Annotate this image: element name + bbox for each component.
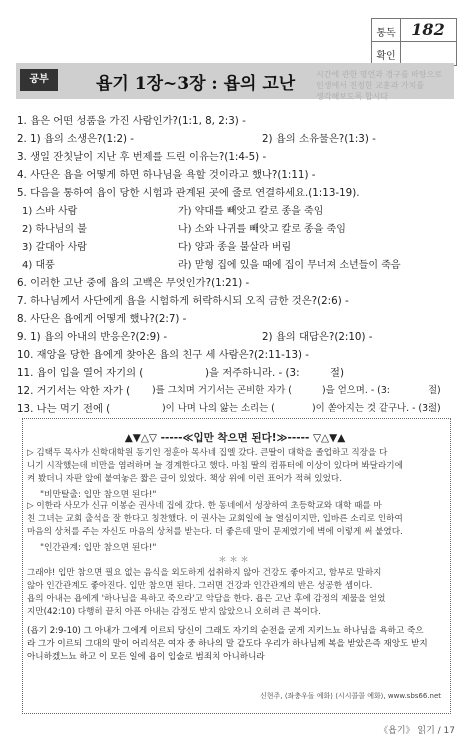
question-7: 7. 하나님께서 사단에게 욥을 시험하게 허락하시되 오직 금한 것은?(2:6) - bbox=[17, 295, 349, 307]
question-13-part-2: )이 나며 나의 앓는 소리는 ( bbox=[162, 403, 275, 414]
question-11-part-3: 절) bbox=[330, 367, 344, 379]
question-1: 1. 욥은 어떤 성품을 가진 사람인가?(1:1, 8, 2:3) - bbox=[17, 115, 246, 127]
question-6: 6. 이러한 고난 중에 욥의 고백은 무엇인가?(1:21) - bbox=[17, 277, 250, 289]
tip-paragraph-1: ▷ 김택두 목사가 신학대학원 동기인 정훈아 목사네 집엘 갔다. 큰딸이 대학을 졸업하고 직장을 다 니기 시작했는데 비만을 염려하며 늘 경계한다고 했다. 마침 딸의 컴퓨터에 이상이 있다며 봐달라기에 켜 봤더니 자판 앞에 붙여놓은 짧은 글이 있었다. 책상 위에 이런 표어가 적혀 있었다. bbox=[27, 448, 403, 484]
match-right-3: 다) 양과 종을 불살라 버림 bbox=[178, 242, 292, 253]
section-title-band bbox=[16, 63, 454, 99]
question-9-part-2: 2) 욥의 대답은?(2:10) - bbox=[262, 331, 373, 343]
question-9: 9. 1) 욥의 아내의 반응은?(2:9) - bbox=[17, 331, 168, 343]
reading-check-box bbox=[371, 18, 457, 66]
question-13: 13. 나는 먹기 전에 ( bbox=[17, 403, 111, 415]
question-12-part-2: )를 그치며 거기서는 곤비한 자가 ( bbox=[152, 385, 292, 396]
match-right-2: 나) 소와 나귀를 빼앗고 칼로 종을 죽임 bbox=[178, 224, 346, 235]
question-12-part-4: 절) bbox=[428, 385, 441, 396]
check-row bbox=[372, 42, 456, 65]
match-left-1: 1) 스바 사람 bbox=[22, 206, 78, 217]
section-title: 욥기 1장~3장 : 욥의 고난 bbox=[96, 74, 296, 94]
match-left-3: 3) 갈대아 사람 bbox=[22, 242, 87, 253]
tip-separator-stars: ＊＊＊ bbox=[218, 555, 252, 564]
question-12-part-3: )을 얻으며. - (3: bbox=[322, 385, 390, 396]
reading-row bbox=[372, 19, 456, 42]
question-3: 3. 생일 잔칫날이 지난 후 번제를 드린 이유는?(1:4-5) - bbox=[17, 151, 267, 163]
match-left-4: 4) 대풍 bbox=[22, 260, 55, 271]
match-right-4: 라) 맏형 집에 있을 때에 집이 무너져 소년들이 죽음 bbox=[178, 260, 401, 271]
page-footer: 《욥기》 읽기 / 17 bbox=[379, 726, 455, 736]
reading-label: 통독 bbox=[376, 28, 396, 39]
question-8: 8. 사단은 욥에게 어떻게 했나?(2:7) - bbox=[17, 313, 187, 325]
reading-number: 182 bbox=[411, 20, 445, 39]
tip-source: 신현주, ⟨좌충우돌 예화⟩ ⟨시시콜콜 예화⟩, www.sbs66.net bbox=[260, 692, 442, 700]
question-11-part-2: )을 저주하니라. - (3: bbox=[205, 367, 300, 379]
tip-quote-1: "비만탈출: 입만 참으면 된다!" bbox=[40, 490, 157, 500]
tip-paragraph-3: 그래야! 입만 참으면 필요 없는 음식을 외도하게 섭취하지 않아 건강도 좋아지고, 함부로 말하지 않아 인간관계도 좋아진다. 입만 참으면 된다. 그러면 건강과 인간관계의 반은 성공한 셈이다. 욥의 아내는 욥에게 '하나님을 욕하고 죽으라'고 악담을 한다. 욥은 고난 후에 감정의 제물을 얻었 지만(42:10) 다행히 끝치 아픈 아내는 감정도 받지 않았으니 오히려 큰 복이다. bbox=[27, 568, 386, 617]
watermark-text: 시간에 관한 명언과 경구를 바탕으로 인생에서 진정한 교훈과 가치를 생각해보도록 합시다 bbox=[316, 70, 443, 101]
question-13-part-3: )이 쏟아지는 것 같구나. - (3: bbox=[312, 403, 432, 414]
tip-scripture: (욥기 2:9-10) 그 아내가 그에게 이르되 당신이 그래도 자기의 순전을 굳게 지키느뇨 하나님을 욕하고 죽으 라 그가 이르되 그대의 말이 어리석은 여자 중 하나의 말 같도다 우리가 하나님께 복을 받았은즉 재앙도 받지 아니하겠느뇨 하고 이 모든 일에 욥이 입술로 범죄치 아니하니라 bbox=[27, 626, 428, 662]
tip-title: ▲▼△▽ -----≪입만 착으면 된다!≫----- ▽△▼▲ bbox=[124, 432, 346, 444]
question-13-part-4: 절) bbox=[428, 403, 441, 414]
question-12: 12. 거기서는 악한 자가 ( bbox=[17, 385, 131, 397]
section-tag: 공부 bbox=[20, 69, 58, 91]
question-2: 2. 1) 욥의 소생은?(1:2) - bbox=[17, 133, 135, 145]
question-2-part-2: 2) 욥의 소유물은?(1:3) - bbox=[262, 133, 376, 145]
question-4: 4. 사단은 욥을 어떻게 하면 하나님을 욕할 것이라고 했나?(1:11) - bbox=[17, 169, 316, 181]
tip-quote-2: "인간관계: 입만 참으면 된다!" bbox=[40, 543, 157, 553]
question-5: 5. 다음을 통하여 욥이 당한 시험과 관계된 곳에 줄로 연결하세요.(1:13-19). bbox=[17, 187, 360, 199]
question-10: 10. 재앙을 당한 욥에게 찾아온 욥의 친구 세 사람은?(2:11-13) - bbox=[17, 349, 310, 361]
tip-paragraph-2: ▷ 이한라 사모가 신규 이봉순 권사네 집에 갔다. 한 동네에서 성장하여 초등학교와 대학 때를 마 친 그녀는 교회 출석을 잘 한다고 칭찬했다. 이 권사는 교회일에 늘 열심이지만, 입바른 소리로 인하여 마음의 상처를 주는 자신도 마음의 상처를 받는다. 더 좋은데 말이 문제였기에 벽에 이렇게 써 붙였다. bbox=[27, 501, 403, 537]
question-11: 11. 욥이 입을 열어 자기의 ( bbox=[17, 367, 144, 379]
match-right-1: 가) 약대를 빼앗고 칼로 종을 죽임 bbox=[178, 206, 324, 217]
check-label: 확인 bbox=[376, 51, 396, 62]
match-left-2: 2) 하나님의 불 bbox=[22, 224, 87, 235]
